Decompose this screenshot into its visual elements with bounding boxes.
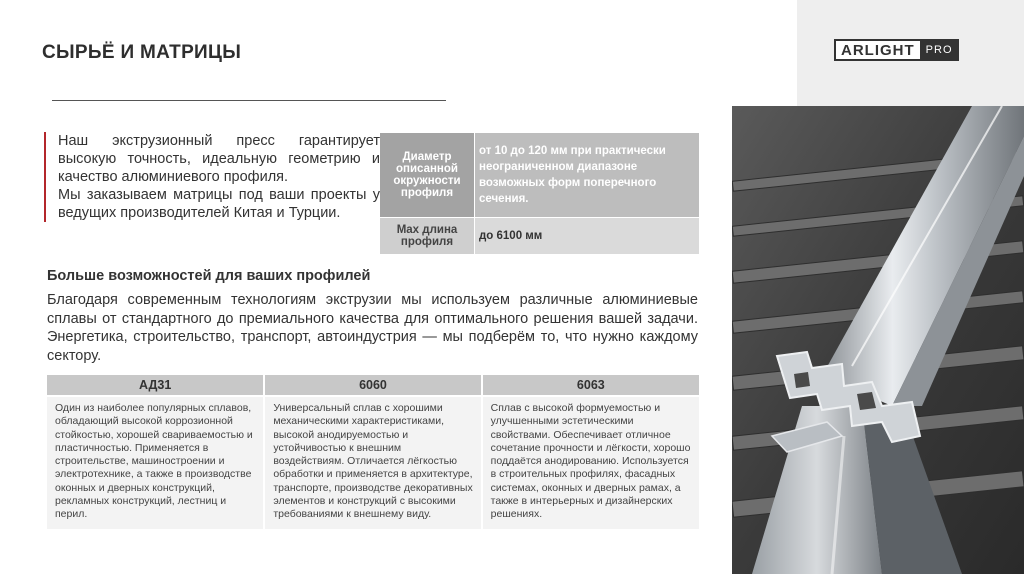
intro-paragraph-2: Мы заказываем матрицы под ваши проекты у ведущих производителей Китая и Турции.: [58, 187, 380, 221]
alloy-description-row: [47, 396, 699, 529]
alloy-description: Сплав с высокой формуемостью и улучшенными эстетическими свойствами. Обеспечивает отличное сочетание прочности и лёгкости, хорошо поддаётся анодированию. Используется в строительных профилях, фасадных системах, оконных и дверных рамах, а также в интерьерных и дизайнерских решениях.: [482, 396, 699, 529]
alloy-table: [47, 375, 699, 529]
alloy-header-row: [47, 375, 699, 396]
spec-table: [380, 133, 699, 254]
slide-title: СЫРЬЁ И МАТРИЦЫ: [42, 42, 242, 63]
spec-row: [380, 133, 699, 218]
alloy-description: Универсальный сплав с хорошими механическими характеристиками, высокой анодируемостью и устойчивостью к внешним воздействиям. Отличается лёгкостью обработки и применяется в архитектуре, транспорте, производстве декоративных элементов и конструкций с высокими требованиями к внешнему виду.: [264, 396, 481, 529]
intro-block: [44, 132, 380, 222]
spec-label: Диаметр описанной окружности профиля: [380, 133, 475, 218]
title-divider: [52, 100, 446, 101]
alloy-header: АД31: [47, 375, 264, 396]
section-heading: Больше возможностей для ваших профилей: [47, 268, 371, 284]
arlight-pro-logo: [834, 39, 959, 61]
section-paragraph: Благодаря современным технологиям экструзии мы используем различные алюминиевые сплавы от стандартного до премиального качества для оптимального решения вашей задачи. Энергетика, строительство, транспорт, автоиндустрия — мы подберём то, что нужно каждому сектору.: [47, 292, 698, 364]
aluminum-profile-photo: [732, 106, 1024, 574]
alloy-description: Один из наиболее популярных сплавов, обладающий высокой коррозионной стойкостью, хорошей свариваемостью и пластичностью. Применяется в строительстве, машиностроении и электротехнике, а также в производстве оконных и дверных конструкций, рекламных конструкций, лестниц и перил.: [47, 396, 264, 529]
alloy-header: 6063: [482, 375, 699, 396]
spec-value: до 6100 мм: [475, 218, 700, 255]
alloy-header: 6060: [264, 375, 481, 396]
spec-row: [380, 218, 699, 255]
intro-paragraph-1: Наш экструзионный пресс гарантирует высокую точность, идеальную геометрию и качество алюминиевого профиля.: [58, 133, 380, 185]
aluminum-profile-illustration: [732, 106, 1024, 574]
spec-label: Max длина профиля: [380, 218, 475, 255]
logo-main-text: ARLIGHT: [834, 39, 920, 61]
logo-badge: PRO: [920, 39, 959, 61]
spec-value: от 10 до 120 мм при практически неограниченном диапазоне возможных форм поперечного сечения.: [475, 133, 700, 218]
